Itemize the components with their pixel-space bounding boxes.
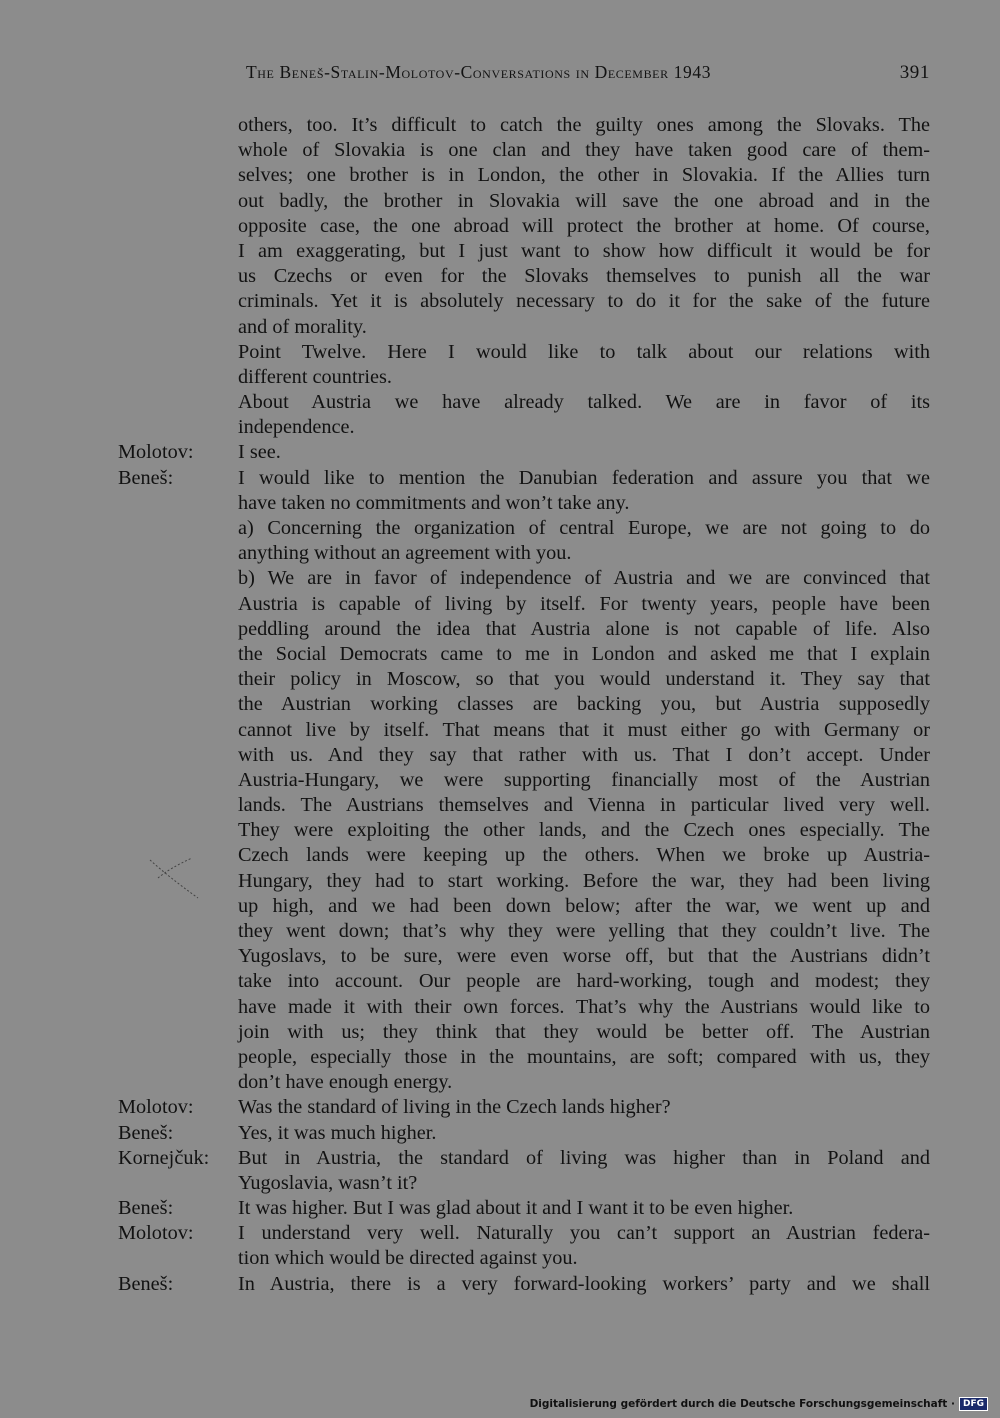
line-text: I understand very well. Naturally you can’t support an Austrian federa-: [238, 1222, 930, 1245]
text-line: [118, 642, 930, 667]
line-text: Czech lands were keeping up the others. When we broke up Austria-: [238, 844, 930, 867]
text-line: [118, 1246, 930, 1271]
text-line: [118, 1095, 930, 1120]
text-line: [118, 692, 930, 717]
line-text: people, especially those in the mountains, are soft; compared with us, they: [238, 1045, 930, 1068]
line-text: us Czechs or even for the Slovaks themselves to punish all the war: [238, 265, 930, 288]
text-line: [118, 1121, 930, 1146]
text-line: [118, 1272, 930, 1297]
line-text: others, too. It’s difficult to catch the guilty ones among the Slovaks. The: [238, 114, 930, 136]
text-line: [118, 818, 930, 843]
text-line: [118, 491, 930, 516]
line-text: different countries.: [238, 365, 392, 388]
line-text: Austria is capable of living by itself. For twenty years, people have been: [238, 592, 930, 615]
text-line: [118, 516, 930, 541]
text-line: [118, 1171, 930, 1196]
text-line: [118, 365, 930, 390]
line-text: lands. The Austrians themselves and Vienna in particular lived very well.: [238, 794, 930, 817]
line-text: I see.: [238, 441, 281, 464]
footer-text: Digitalisierung gefördert durch die Deutsche Forschungsgemeinschaft ·: [529, 1398, 955, 1410]
text-line: [118, 466, 930, 491]
text-line: [118, 289, 930, 314]
text-line: [118, 1221, 930, 1246]
speaker-label: Beneš:: [118, 466, 174, 489]
text-line: [118, 315, 930, 340]
speaker-label: Beneš:: [118, 1121, 174, 1144]
dfg-logo: DFG: [959, 1397, 988, 1411]
line-text: anything without an agreement with you.: [238, 542, 572, 565]
pencil-mark: [140, 850, 210, 910]
line-text: their policy in Moscow, so that you would understand it. They say that: [238, 668, 930, 691]
speaker-label: Molotov:: [118, 1096, 194, 1119]
line-text: out badly, the brother in Slovakia will save the one abroad and in the: [238, 189, 930, 212]
line-text: I would like to mention the Danubian federation and assure you that we: [238, 466, 930, 489]
text-line: [118, 340, 930, 365]
line-text: the Austrian working classes are backing you, but Austria supposedly: [238, 693, 930, 716]
text-line: [118, 869, 930, 894]
text-line: [118, 1020, 930, 1045]
line-text: b) We are in favor of independence of Austria and we are convinced that: [238, 567, 930, 590]
text-line: [118, 718, 930, 743]
line-text: In Austria, there is a very forward-looking workers’ party and we shall: [238, 1272, 930, 1295]
line-text: whole of Slovakia is one clan and they have taken good care of them-: [238, 139, 930, 162]
line-text: and of morality.: [238, 315, 367, 338]
text-line: [118, 390, 930, 415]
line-text: Hungary, they had to start working. Before the war, they had been living: [238, 869, 930, 892]
text-line: [118, 189, 930, 214]
text-line: [118, 566, 930, 591]
line-text: have made it with their own forces. That’s why the Austrians would like to: [238, 995, 930, 1018]
speaker-label: Molotov:: [118, 441, 194, 464]
text-line: [118, 163, 930, 188]
text-line: [118, 264, 930, 289]
text-line: [118, 969, 930, 994]
line-text: Yugoslavia, wasn’t it?: [238, 1171, 418, 1194]
line-text: opposite case, the one abroad will protect the brother at home. Of course,: [238, 214, 930, 237]
text-line: [118, 541, 930, 566]
line-text: peddling around the idea that Austria alone is not capable of life. Also: [238, 617, 930, 640]
text-line: [118, 843, 930, 868]
line-text: with us. And they say that rather with us. That I don’t accept. Under: [238, 743, 930, 766]
speaker-label: Beneš:: [118, 1197, 174, 1220]
text-line: [118, 440, 930, 465]
line-text: About Austria we have already talked. We are in favor of its: [238, 391, 930, 414]
line-text: they went down; that’s why they were yelling that they couldn’t live. The: [238, 920, 930, 942]
running-title: The Beneš-Stalin-Molotov-Conversations in December 1943: [246, 62, 712, 82]
line-text: Yugoslavs, to be sure, were even worse off, but that the Austrians didn’t: [238, 945, 930, 968]
page-number: 391: [899, 62, 930, 83]
text-line: [118, 617, 930, 642]
text-line: [118, 793, 930, 818]
line-text: take into account. Our people are hard-working, tough and modest; they: [238, 970, 930, 993]
speaker-label: Kornejčuk:: [118, 1146, 210, 1169]
line-text: criminals. Yet it is absolutely necessary to do it for the sake of the future: [238, 290, 930, 313]
line-text: Was the standard of living in the Czech lands higher?: [238, 1096, 671, 1119]
text-line: [118, 214, 930, 239]
running-header: [246, 62, 930, 86]
line-text: I am exaggerating, but I just want to show how difficult it would be for: [238, 239, 930, 262]
text-line: [118, 1146, 930, 1171]
line-text: independence.: [238, 416, 355, 439]
line-text: the Social Democrats came to me in London and asked me that I explain: [238, 642, 930, 665]
line-text: It was higher. But I was glad about it and I want it to be even higher.: [238, 1197, 794, 1220]
text-line: [118, 113, 930, 138]
text-line: [118, 743, 930, 768]
text-line: [118, 592, 930, 617]
text-line: [118, 415, 930, 440]
footer-credit: [530, 1396, 988, 1412]
text-line: [118, 944, 930, 969]
line-text: selves; one brother is in London, the other in Slovakia. If the Allies turn: [238, 164, 930, 187]
line-text: join with us; they think that they would be better off. The Austrian: [238, 1020, 930, 1043]
text-line: [118, 894, 930, 919]
text-line: [118, 138, 930, 163]
text-line: [118, 919, 930, 944]
line-text: Point Twelve. Here I would like to talk about our relations with: [238, 340, 930, 363]
line-text: don’t have enough energy.: [238, 1071, 453, 1094]
dialogue-text: [118, 113, 930, 1297]
text-line: [118, 1045, 930, 1070]
speaker-label: Molotov:: [118, 1222, 194, 1245]
line-text: Austria-Hungary, we were supporting financially most of the Austrian: [238, 768, 930, 791]
text-line: [118, 995, 930, 1020]
line-text: tion which would be directed against you.: [238, 1247, 578, 1270]
line-text: a) Concerning the organization of central Europe, we are not going to do: [238, 517, 930, 539]
text-line: [118, 1196, 930, 1221]
text-line: [118, 1070, 930, 1095]
line-text: Yes, it was much higher.: [238, 1121, 437, 1144]
line-text: But in Austria, the standard of living was higher than in Poland and: [238, 1146, 930, 1169]
speaker-label: Beneš:: [118, 1272, 174, 1295]
line-text: They were exploiting the other lands, and the Czech ones especially. The: [238, 819, 930, 842]
text-line: [118, 667, 930, 692]
line-text: up high, and we had been down below; after the war, we went up and: [238, 894, 930, 917]
line-text: have taken no commitments and won’t take any.: [238, 491, 630, 514]
line-text: cannot live by itself. That means that it must either go with Germany or: [238, 718, 930, 741]
text-line: [118, 239, 930, 264]
text-line: [118, 768, 930, 793]
